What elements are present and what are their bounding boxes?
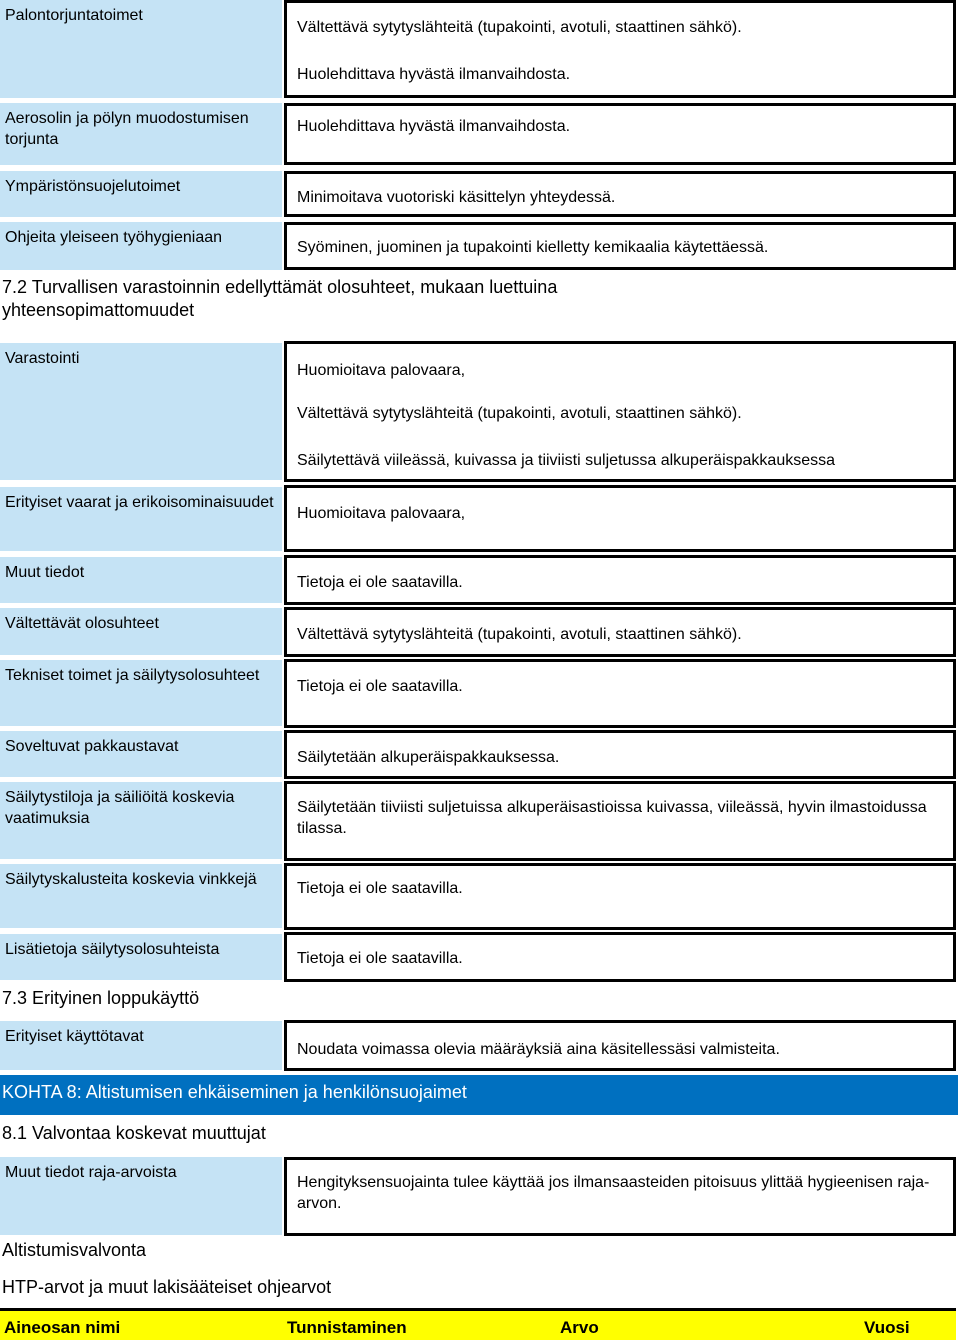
value-line: Tietoja ei ole saatavilla.: [297, 880, 463, 897]
value-line: Säilytetään tiiviisti suljetuissa alkuperäisastioissa kuivassa, viileässä, hyvin ilmastoidussa tilassa.: [297, 799, 927, 837]
section-8-title: KOHTA 8: Altistumisen ehkäiseminen ja henkilönsuojaimet: [2, 1082, 467, 1102]
value-ymparistonsuojelutoimet: [284, 171, 956, 217]
label-soveltuvat-pakkaustavat: Soveltuvat pakkaustavat: [0, 731, 282, 777]
label-varastointi: Varastointi: [0, 343, 282, 480]
value-line: Huomioitava palovaara,: [297, 505, 466, 522]
value-aerosolin-torjunta: [284, 103, 956, 165]
value-tyohygienia: [284, 222, 956, 270]
value-line: Tietoja ei ole saatavilla.: [297, 950, 463, 967]
header-tunnistaminen: Tunnistaminen: [287, 1318, 407, 1337]
label-tekniset-toimet: Tekniset toimet ja säilytysolosuhteet: [0, 660, 282, 726]
value-tekniset-toimet: [284, 659, 956, 728]
section-7-3-title: 7.3 Erityinen loppukäyttö: [2, 988, 200, 1008]
altistumisvalvonta-heading: Altistumisvalvonta: [2, 1240, 147, 1260]
label-valtettavat-olosuhteet: Vältettävät olosuhteet: [0, 608, 282, 655]
section-8-1-title: 8.1 Valvontaa koskevat muuttujat: [2, 1123, 266, 1143]
label-aerosolin-torjunta: Aerosolin ja pölyn muodostumisen torjunta: [0, 103, 282, 165]
value-line: Hengityksensuojainta tulee käyttää jos ilmansaasteiden pitoisuus ylittää hygieenisen raja-arvon.: [297, 1174, 930, 1212]
value-lisatietoja: [284, 932, 956, 982]
htp-table-header: [0, 1308, 956, 1340]
value-soveltuvat-pakkaustavat: [284, 730, 956, 779]
label-muut-tiedot: Muut tiedot: [0, 557, 282, 603]
label-ymparistonsuojelutoimet: Ympäristönsuojelutoimet: [0, 171, 282, 217]
label-erityiset-vaarat: Erityiset vaarat ja erikoisominaisuudet: [0, 487, 282, 551]
value-line: Tietoja ei ole saatavilla.: [297, 678, 463, 695]
label-tyohygienia: Ohjeita yleiseen työhygieniaan: [0, 222, 282, 270]
value-line: Minimoitava vuotoriski käsittelyn yhteydessä.: [297, 189, 616, 206]
value-line: Huolehdittava hyvästä ilmanvaihdosta.: [297, 118, 571, 135]
value-line: Syöminen, juominen ja tupakointi kielletty kemikaalia käytettäessä.: [297, 239, 769, 256]
header-vuosi: Vuosi: [864, 1318, 910, 1337]
section-8-band: [0, 1075, 958, 1115]
label-lisatietoja: Lisätietoja säilytysolosuhteista: [0, 934, 282, 980]
value-line: Säilytetään alkuperäispakkauksessa.: [297, 749, 560, 766]
label-palontorjuntatoimet: Palontorjuntatoimet: [0, 0, 282, 98]
value-sailytystilat: [284, 781, 956, 861]
value-line: Säilytettävä viileässä, kuivassa ja tiiviisti suljetussa alkuperäispakkauksessa: [297, 452, 836, 469]
value-line: Vältettävä sytytyslähteitä (tupakointi, avotuli, staattinen sähkö).: [297, 19, 742, 36]
value-line: Noudata voimassa olevia määräyksiä aina käsitellessäsi valmisteita.: [297, 1041, 780, 1058]
value-muut-tiedot-raja-arvoista: [284, 1157, 956, 1236]
label-sailytyskalusteet: Säilytyskalusteita koskevia vinkkejä: [0, 864, 282, 928]
section-7-2-title: 7.2 Turvallisen varastoinnin edellyttämät olosuhteet, mukaan luettuina yhteensopimattomuudet: [2, 277, 558, 320]
value-line: Tietoja ei ole saatavilla.: [297, 574, 463, 591]
value-line: Huolehdittava hyvästä ilmanvaihdosta.: [297, 66, 571, 83]
header-aineosan-nimi: Aineosan nimi: [4, 1318, 121, 1337]
label-erityiset-kayttotavat: Erityiset käyttötavat: [0, 1021, 282, 1070]
value-line: Vältettävä sytytyslähteitä (tupakointi, avotuli, staattinen sähkö).: [297, 405, 742, 422]
value-sailytyskalusteet: [284, 863, 956, 930]
value-line: Vältettävä sytytyslähteitä (tupakointi, avotuli, staattinen sähkö).: [297, 626, 742, 643]
label-sailytystilat: Säilytystiloja ja säiliöitä koskevia vaatimuksia: [0, 782, 282, 859]
value-valtettavat-olosuhteet: [284, 607, 956, 657]
htp-heading: HTP-arvot ja muut lakisääteiset ohjearvot: [2, 1277, 332, 1297]
value-muut-tiedot: [284, 555, 956, 605]
header-arvo: Arvo: [560, 1318, 599, 1337]
value-erityiset-kayttotavat: [284, 1020, 956, 1071]
label-muut-tiedot-raja-arvoista: Muut tiedot raja-arvoista: [0, 1157, 282, 1235]
value-palontorjuntatoimet: [284, 0, 956, 98]
value-erityiset-vaarat: [284, 485, 956, 552]
value-varastointi: [284, 341, 956, 482]
value-line: Huomioitava palovaara,: [297, 362, 466, 379]
